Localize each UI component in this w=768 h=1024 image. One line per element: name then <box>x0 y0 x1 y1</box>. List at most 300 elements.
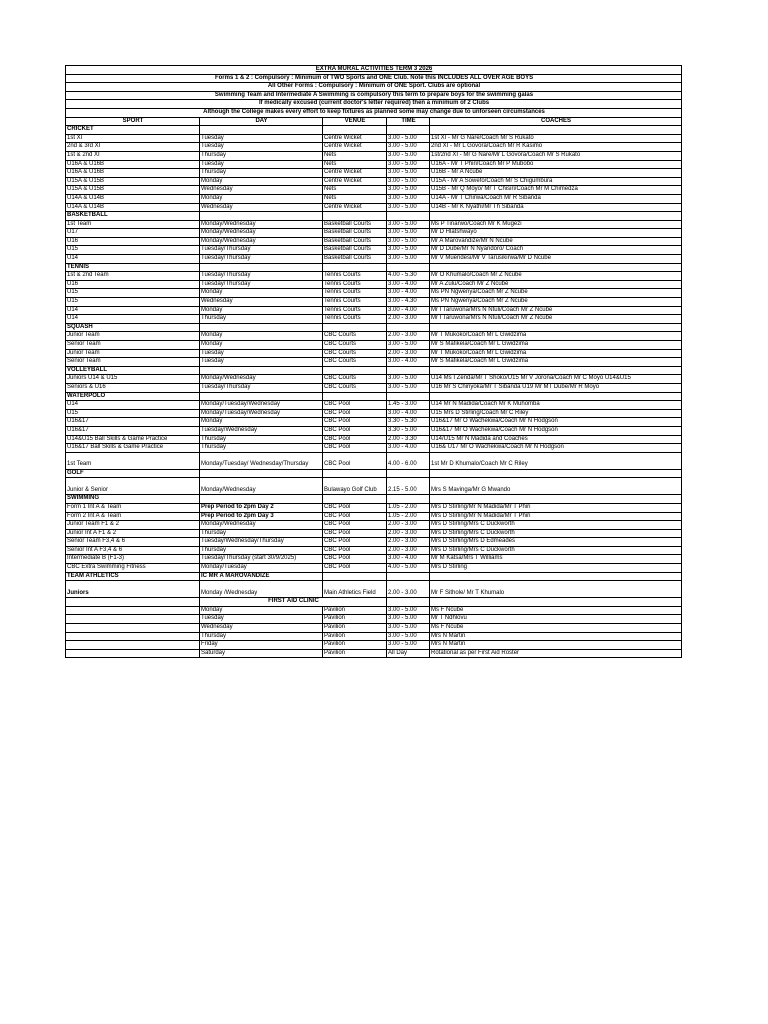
cell-time: 3.00 - 5.00 <box>387 229 430 238</box>
table-row <box>66 169 682 178</box>
cell-coaches: U16B - Mr A Ncube <box>430 169 682 178</box>
cell-time <box>387 598 430 607</box>
cell-venue: CBC Pool <box>323 564 387 573</box>
cell-time: 3.00 - 5.00 <box>387 624 430 633</box>
cell-coaches: Mr V Muendesi/Mr V Tarusikirwa/Mr D Ncube <box>430 255 682 264</box>
cell-day: Monday <box>200 306 323 315</box>
cell-time: 2.00 - 3.00 <box>387 546 430 555</box>
cell-coaches <box>430 323 682 332</box>
note-row <box>66 108 682 117</box>
cell-sport: U16 <box>66 280 200 289</box>
table-row <box>66 598 682 607</box>
cell-day: Thursday <box>200 632 323 641</box>
section-row <box>66 212 682 221</box>
table-row <box>66 538 682 547</box>
cell-coaches: Mrs D Stirling/Mrs C Duckworth <box>430 521 682 530</box>
cell-coaches: Mr O Khumalo/Coach Mr Z Ncube <box>430 272 682 281</box>
cell-day: Tuesday <box>200 358 323 367</box>
cell-coaches: Mr D Hlatshwayo <box>430 229 682 238</box>
cell-venue: CBC Pool <box>323 426 387 435</box>
table-row <box>66 444 682 453</box>
note-fixtures: Although the College makes every effort to keep fixtures as planned some may change due to unforseen circumstances <box>66 108 682 117</box>
cell-coaches: Mr F Sithole/ Mr T Khumalo <box>430 581 682 598</box>
cell-time <box>387 323 430 332</box>
cell-venue: CBC Pool <box>323 521 387 530</box>
cell-venue: Centre Wicket <box>323 143 387 152</box>
table-row <box>66 255 682 264</box>
cell-day: Tuesday <box>200 160 323 169</box>
section-row <box>66 126 682 135</box>
cell-day: Tuesday <box>200 349 323 358</box>
section-row <box>66 469 682 478</box>
cell-sport: U14 <box>66 401 200 410</box>
table-row <box>66 615 682 624</box>
table-row <box>66 426 682 435</box>
cell-time: 3.00 - 5.00 <box>387 160 430 169</box>
cell-sport: U15 <box>66 289 200 298</box>
cell-coaches <box>430 126 682 135</box>
cell-venue: Nets <box>323 151 387 160</box>
cell-time: 3.00 - 5.00 <box>387 177 430 186</box>
cell-coaches: Mr A Zulu/Coach Mr Z Ncube <box>430 280 682 289</box>
cell-time: 3.30 - 5.30 <box>387 418 430 427</box>
cell-day: Friday <box>200 641 323 650</box>
cell-time: 3.00 - 5.00 <box>387 615 430 624</box>
cell-day: Monday <box>200 606 323 615</box>
cell-time: 3.00 - 5.00 <box>387 186 430 195</box>
cell-venue: CBC Pool <box>323 452 387 469</box>
table-row <box>66 280 682 289</box>
cell-coaches: Ms PN Ngwenya/Coach Mr Z Ncube <box>430 298 682 307</box>
cell-venue: Centre Wicket <box>323 134 387 143</box>
table-row <box>66 134 682 143</box>
cell-venue: Main Athletics Field <box>323 581 387 598</box>
cell-day: Tuesday/Thursday <box>200 255 323 264</box>
cell-coaches: Mr T Ndhlovu <box>430 615 682 624</box>
table-row <box>66 341 682 350</box>
cell-venue <box>323 495 387 504</box>
cell-venue <box>323 469 387 478</box>
cell-day <box>200 392 323 401</box>
cell-coaches: Mr S Mafikela/Coach Mr L Gwidzima <box>430 358 682 367</box>
cell-sport: U14A & U14B <box>66 194 200 203</box>
cell-coaches: U14 Ms I Zenda/Mr T Shoko/U15 Mr V Jorona/Coach Mr C Moyo U14&U15 <box>430 375 682 384</box>
cell-time <box>387 469 430 478</box>
cell-time <box>387 212 430 221</box>
cell-time: 3.00 - 5.00 <box>387 169 430 178</box>
cell-coaches: Ms F Ncube <box>430 606 682 615</box>
cell-day: Monday <box>200 341 323 350</box>
cell-sport: Intermediate B (F1-3) <box>66 555 200 564</box>
cell-day: Monday/Wednesday <box>200 229 323 238</box>
cell-time: 2.00 - 3.00 <box>387 529 430 538</box>
cell-sport <box>66 649 200 658</box>
cell-sport: U16A & U16B <box>66 160 200 169</box>
cell-day: Wednesday <box>200 624 323 633</box>
cell-time: 3.00 - 4.00 <box>387 280 430 289</box>
cell-day: Prep Period to 2pm Day 2 <box>200 503 323 512</box>
cell-day: Monday/Wednesday <box>200 478 323 495</box>
table-row <box>66 581 682 598</box>
cell-coaches: U16&17 Mr O Wachekwa/Coach Mr N Hodgson <box>430 426 682 435</box>
cell-venue: Pavilion <box>323 641 387 650</box>
cell-day <box>200 263 323 272</box>
cell-venue: Tennis Courts <box>323 298 387 307</box>
cell-sport: Senior Int A F3,4 & 6 <box>66 546 200 555</box>
cell-venue: CBC Pool <box>323 435 387 444</box>
cell-coaches <box>430 392 682 401</box>
cell-coaches <box>430 572 682 581</box>
cell-day: Monday /Wednesday <box>200 581 323 598</box>
cell-day: Monday/Tuesday <box>200 564 323 573</box>
cell-time: 1.45 - 3.00 <box>387 401 430 410</box>
cell-sport: U15A & U15B <box>66 186 200 195</box>
table-row <box>66 555 682 564</box>
cell-venue: Basketball Courts <box>323 255 387 264</box>
activities-table <box>65 65 682 658</box>
table-row <box>66 564 682 573</box>
cell-coaches: Mrs N Martin <box>430 641 682 650</box>
table-row <box>66 641 682 650</box>
cell-sport: Junior Team <box>66 332 200 341</box>
header-day: DAY <box>200 117 323 126</box>
cell-day: Thursday <box>200 546 323 555</box>
cell-venue: CBC Courts <box>323 375 387 384</box>
section-title: SWIMMING <box>66 495 200 504</box>
cell-sport: U14 <box>66 255 200 264</box>
cell-sport: U16&17 Ball Skills & Game Practice <box>66 444 200 453</box>
note-row <box>66 83 682 92</box>
section-title: SQUASH <box>66 323 200 332</box>
cell-coaches: U16&17 Mr O Wachekwa/Coach Mr N Hodgson <box>430 418 682 427</box>
cell-venue: Pavilion <box>323 624 387 633</box>
cell-time: 3.00 - 5.00 <box>387 383 430 392</box>
cell-coaches: Mr T Mukoko/Coach Mr L Gwidzima <box>430 349 682 358</box>
table-row <box>66 194 682 203</box>
cell-time: 4.00 - 6.00 <box>387 452 430 469</box>
cell-coaches: Ms F Ncube <box>430 624 682 633</box>
cell-time: 3.00 - 5.00 <box>387 134 430 143</box>
cell-venue <box>323 323 387 332</box>
document-title: EXTRA MURAL ACTIVITIES TERM 3 2026 <box>66 66 682 75</box>
cell-coaches: U14 Mr N Madida/Coach Mr K Muhomba <box>430 401 682 410</box>
cell-day: Thursday <box>200 444 323 453</box>
section-row <box>66 323 682 332</box>
cell-time: All Day <box>387 649 430 658</box>
note-swimming: Swimming Team and Intermediate A Swimming is compulsory this term to prepare boys for the swimming galas <box>66 91 682 100</box>
cell-day: Tuesday/Thursday (start 30/9/2025) <box>200 555 323 564</box>
cell-sport: U15 <box>66 409 200 418</box>
cell-day: Prep Period to 2pm Day 3 <box>200 512 323 521</box>
cell-venue: CBC Pool <box>323 503 387 512</box>
cell-sport: Juniors U14 & U15 <box>66 375 200 384</box>
cell-coaches: Ms P Tinarwo/Coach Mr K Mugezi <box>430 220 682 229</box>
table-row <box>66 289 682 298</box>
cell-day <box>200 495 323 504</box>
header-time: TIME <box>387 117 430 126</box>
cell-coaches <box>430 598 682 607</box>
cell-coaches: Mr T Mukoko/Coach Mr L Gwidzima <box>430 332 682 341</box>
cell-day: Wednesday <box>200 186 323 195</box>
cell-coaches: Mr S Mafikela/Coach Mr L Gwidzima <box>430 341 682 350</box>
cell-time: 3.00 - 5.00 <box>387 237 430 246</box>
table-row <box>66 332 682 341</box>
cell-time <box>387 572 430 581</box>
cell-day: Monday/Wednesday <box>200 220 323 229</box>
cell-day: Wednesday <box>200 298 323 307</box>
section-title: WATERPOLO <box>66 392 200 401</box>
cell-time: 2.00 - 3.00 <box>387 538 430 547</box>
table-row <box>66 624 682 633</box>
cell-coaches: U14/U15 Mr N Madida and Coaches <box>430 435 682 444</box>
cell-time: 3.00 - 4.30 <box>387 298 430 307</box>
section-row <box>66 392 682 401</box>
cell-day: Tuesday <box>200 143 323 152</box>
cell-coaches: Mrs D Stirling/Mrs D Edmeades <box>430 538 682 547</box>
section-row <box>66 572 682 581</box>
cell-coaches: Mrs D Stirling/Mr N Madida/Mr T Phiri <box>430 503 682 512</box>
cell-time: 2.00 - 3.00 <box>387 349 430 358</box>
table-row <box>66 151 682 160</box>
cell-venue: CBC Pool <box>323 529 387 538</box>
table-row <box>66 298 682 307</box>
cell-time: 3.00 - 5.00 <box>387 143 430 152</box>
table-row <box>66 315 682 324</box>
section-title: GOLF <box>66 469 200 478</box>
cell-day: Tuesday/Wednesday/Thursday <box>200 538 323 547</box>
cell-sport: 1st & 2nd XI <box>66 151 200 160</box>
cell-day: IC MR A MAROVANDIZE <box>200 572 323 581</box>
cell-time: 3.00 - 4.00 <box>387 409 430 418</box>
cell-time: 3.30 - 5.00 <box>387 426 430 435</box>
cell-day: Saturday <box>200 649 323 658</box>
cell-day: Tuesday <box>200 615 323 624</box>
cell-day: Tuesday/Thursday <box>200 272 323 281</box>
cell-time: 3.00 - 5.00 <box>387 220 430 229</box>
cell-coaches: Mrs D Stirling/Mr N Madida/Mr T Phiri <box>430 512 682 521</box>
cell-coaches <box>430 366 682 375</box>
cell-sport: 2nd & 3rd XI <box>66 143 200 152</box>
table-row <box>66 632 682 641</box>
cell-coaches: 1st Mr D Khumalo/Coach Mr C Riley <box>430 452 682 469</box>
cell-coaches: U15 Mrs D Stirling/Coach Mr C Riley <box>430 409 682 418</box>
cell-venue: CBC Pool <box>323 409 387 418</box>
cell-sport: 1st XI <box>66 134 200 143</box>
cell-time: 3.00 - 5.00 <box>387 255 430 264</box>
cell-sport: Junior Int A F1 & 2 <box>66 529 200 538</box>
cell-coaches: U14B - Mr K Nyathi/Mr Th Sibanda <box>430 203 682 212</box>
cell-day: Monday <box>200 194 323 203</box>
table-row <box>66 452 682 469</box>
cell-venue: Centre Wicket <box>323 169 387 178</box>
cell-coaches: Mr A Marovandize/Mr N Ncube <box>430 237 682 246</box>
cell-venue: Nets <box>323 194 387 203</box>
table-row <box>66 529 682 538</box>
table-row <box>66 246 682 255</box>
title-row <box>66 66 682 75</box>
cell-venue: Basketball Courts <box>323 229 387 238</box>
cell-coaches <box>430 263 682 272</box>
cell-coaches: 2nd XI - Mr L Govora/Coach Mr R Kasimo <box>430 143 682 152</box>
cell-sport: CBC Extra Swimming Fitness <box>66 564 200 573</box>
cell-coaches <box>430 212 682 221</box>
cell-sport: 1st & 2nd Team <box>66 272 200 281</box>
cell-time: 3.00 - 4.00 <box>387 555 430 564</box>
cell-day: Tuesday/Thursday <box>200 246 323 255</box>
cell-venue <box>323 263 387 272</box>
section-title: BASKETBALL <box>66 212 200 221</box>
cell-venue: Pavilion <box>323 606 387 615</box>
cell-sport <box>66 598 200 607</box>
cell-coaches: Mr I Taruwona/Mrs N Ntuli/Coach Mr Z Ncube <box>430 306 682 315</box>
header-coaches: COACHES <box>430 117 682 126</box>
table-row <box>66 649 682 658</box>
table-row <box>66 418 682 427</box>
cell-time: 2.00 - 3.00 <box>387 581 430 598</box>
cell-day: Monday/Tuesday/Wednesday <box>200 401 323 410</box>
cell-venue <box>323 212 387 221</box>
cell-day: Tuesday/Wednesday <box>200 426 323 435</box>
cell-sport: Form 1 Int A & Team <box>66 503 200 512</box>
cell-coaches: U14A - Mr T Chirwa/Coach Mr R Sibanda <box>430 194 682 203</box>
cell-sport: 1st Team <box>66 452 200 469</box>
section-title: TEAM ATHLETICS <box>66 572 200 581</box>
cell-coaches <box>430 495 682 504</box>
cell-day <box>200 366 323 375</box>
cell-sport <box>66 624 200 633</box>
cell-venue: Pavilion <box>323 615 387 624</box>
cell-venue: Tennis Courts <box>323 272 387 281</box>
cell-coaches: U15B - Mr Q Moyo/ Mr T Chisiri/Coach Mr M Chimedza <box>430 186 682 195</box>
table-row <box>66 306 682 315</box>
header-sport: SPORT <box>66 117 200 126</box>
note-row <box>66 100 682 109</box>
note-row <box>66 91 682 100</box>
cell-sport: U15A & U15B <box>66 177 200 186</box>
cell-venue: Bulawayo Golf Club <box>323 478 387 495</box>
cell-day: Monday/Tuesday/Wednesday <box>200 409 323 418</box>
cell-venue: CBC Courts <box>323 358 387 367</box>
table-row <box>66 143 682 152</box>
cell-venue: CBC Courts <box>323 349 387 358</box>
cell-time: 3.00 - 5.00 <box>387 246 430 255</box>
cell-day: Thursday <box>200 435 323 444</box>
header-row <box>66 117 682 126</box>
table-row <box>66 521 682 530</box>
table-row <box>66 401 682 410</box>
table-row <box>66 435 682 444</box>
cell-venue <box>323 572 387 581</box>
cell-sport <box>66 606 200 615</box>
cell-sport: Junior Team <box>66 349 200 358</box>
cell-sport <box>66 641 200 650</box>
cell-sport: U16A & U16B <box>66 169 200 178</box>
first-aid-heading: FIRST AID CLINIC <box>200 598 387 607</box>
cell-time: 3.00 - 4.00 <box>387 289 430 298</box>
section-title: CRICKET <box>66 126 200 135</box>
cell-day: Thursday <box>200 169 323 178</box>
cell-sport: Seniors & U16 <box>66 383 200 392</box>
cell-time: 3.00 - 5.00 <box>387 151 430 160</box>
cell-sport: U17 <box>66 229 200 238</box>
cell-venue: Basketball Courts <box>323 220 387 229</box>
cell-venue: Nets <box>323 160 387 169</box>
cell-day: Tuesday/Thursday <box>200 383 323 392</box>
cell-time: 4.00 - 5.30 <box>387 272 430 281</box>
cell-sport: U14&U15 Ball Skills & Game Practice <box>66 435 200 444</box>
table-row <box>66 160 682 169</box>
cell-day <box>200 212 323 221</box>
cell-coaches: Mrs S Mavinga/Mr G Mwando <box>430 478 682 495</box>
cell-sport: U14 <box>66 315 200 324</box>
cell-coaches: Mr M Katsa/Mrs T Williams <box>430 555 682 564</box>
cell-sport: U14 <box>66 306 200 315</box>
section-row <box>66 366 682 375</box>
cell-day: Thursday <box>200 151 323 160</box>
table-row <box>66 409 682 418</box>
cell-day: Monday <box>200 332 323 341</box>
note-forms-1-2: Forms 1 & 2 : Compulsory : Minimum of TWO Sports and ONE Club. Note this INCLUDES ALL OVER AGE BOYS <box>66 74 682 83</box>
cell-coaches: Mrs D Stirling/Mrs C Duckworth <box>430 529 682 538</box>
cell-coaches: Rotational as per First Aid Roster <box>430 649 682 658</box>
cell-day: Thursday <box>200 529 323 538</box>
cell-coaches: Mrs D Stirling <box>430 564 682 573</box>
cell-venue: CBC Pool <box>323 512 387 521</box>
cell-coaches: Mrs D Stirling/Mrs C Duckworth <box>430 546 682 555</box>
cell-time <box>387 263 430 272</box>
activities-table-body <box>66 66 682 658</box>
cell-venue <box>323 366 387 375</box>
cell-coaches: Ms PN Ngwenya/Coach Mr Z Ncube <box>430 289 682 298</box>
cell-time: 3.00 - 5.00 <box>387 203 430 212</box>
cell-time <box>387 392 430 401</box>
cell-venue <box>323 126 387 135</box>
cell-day: Tuesday/Thursday <box>200 280 323 289</box>
cell-time <box>387 495 430 504</box>
cell-sport: Form 2 Int A & Team <box>66 512 200 521</box>
cell-venue: CBC Courts <box>323 383 387 392</box>
cell-sport: U15 <box>66 298 200 307</box>
cell-venue: Pavilion <box>323 632 387 641</box>
cell-coaches <box>430 469 682 478</box>
cell-day: Monday/Tuesday/ Wednesday/Thursday <box>200 452 323 469</box>
cell-venue: CBC Pool <box>323 444 387 453</box>
table-row <box>66 229 682 238</box>
cell-day <box>200 323 323 332</box>
table-row <box>66 237 682 246</box>
cell-day: Wednesday <box>200 203 323 212</box>
cell-time: 3.00 - 4.00 <box>387 358 430 367</box>
cell-day <box>200 469 323 478</box>
cell-coaches: U16A - Mr T Phiri/Coach Mr P Mubobo <box>430 160 682 169</box>
cell-sport: 1st Team <box>66 220 200 229</box>
cell-venue: Tennis Courts <box>323 280 387 289</box>
cell-time <box>387 126 430 135</box>
cell-venue: CBC Pool <box>323 538 387 547</box>
cell-time: 2.00 - 3.00 <box>387 332 430 341</box>
cell-time: 1.05 - 2.00 <box>387 512 430 521</box>
cell-venue: CBC Courts <box>323 332 387 341</box>
cell-time: 4.00 - 5.00 <box>387 564 430 573</box>
cell-sport: U16&17 <box>66 426 200 435</box>
cell-time: 3.00 - 5.00 <box>387 194 430 203</box>
cell-venue: CBC Pool <box>323 546 387 555</box>
cell-sport <box>66 632 200 641</box>
cell-coaches: 1st/2nd XI - Mr G Nare/Mr L Govora/Coach Mr S Rukato <box>430 151 682 160</box>
note-other-forms: All Other Forms : Compulsory : Minimum of ONE Sport. Clubs are optional <box>66 83 682 92</box>
cell-time: 1.05 - 2.00 <box>387 503 430 512</box>
cell-sport: U15 <box>66 246 200 255</box>
